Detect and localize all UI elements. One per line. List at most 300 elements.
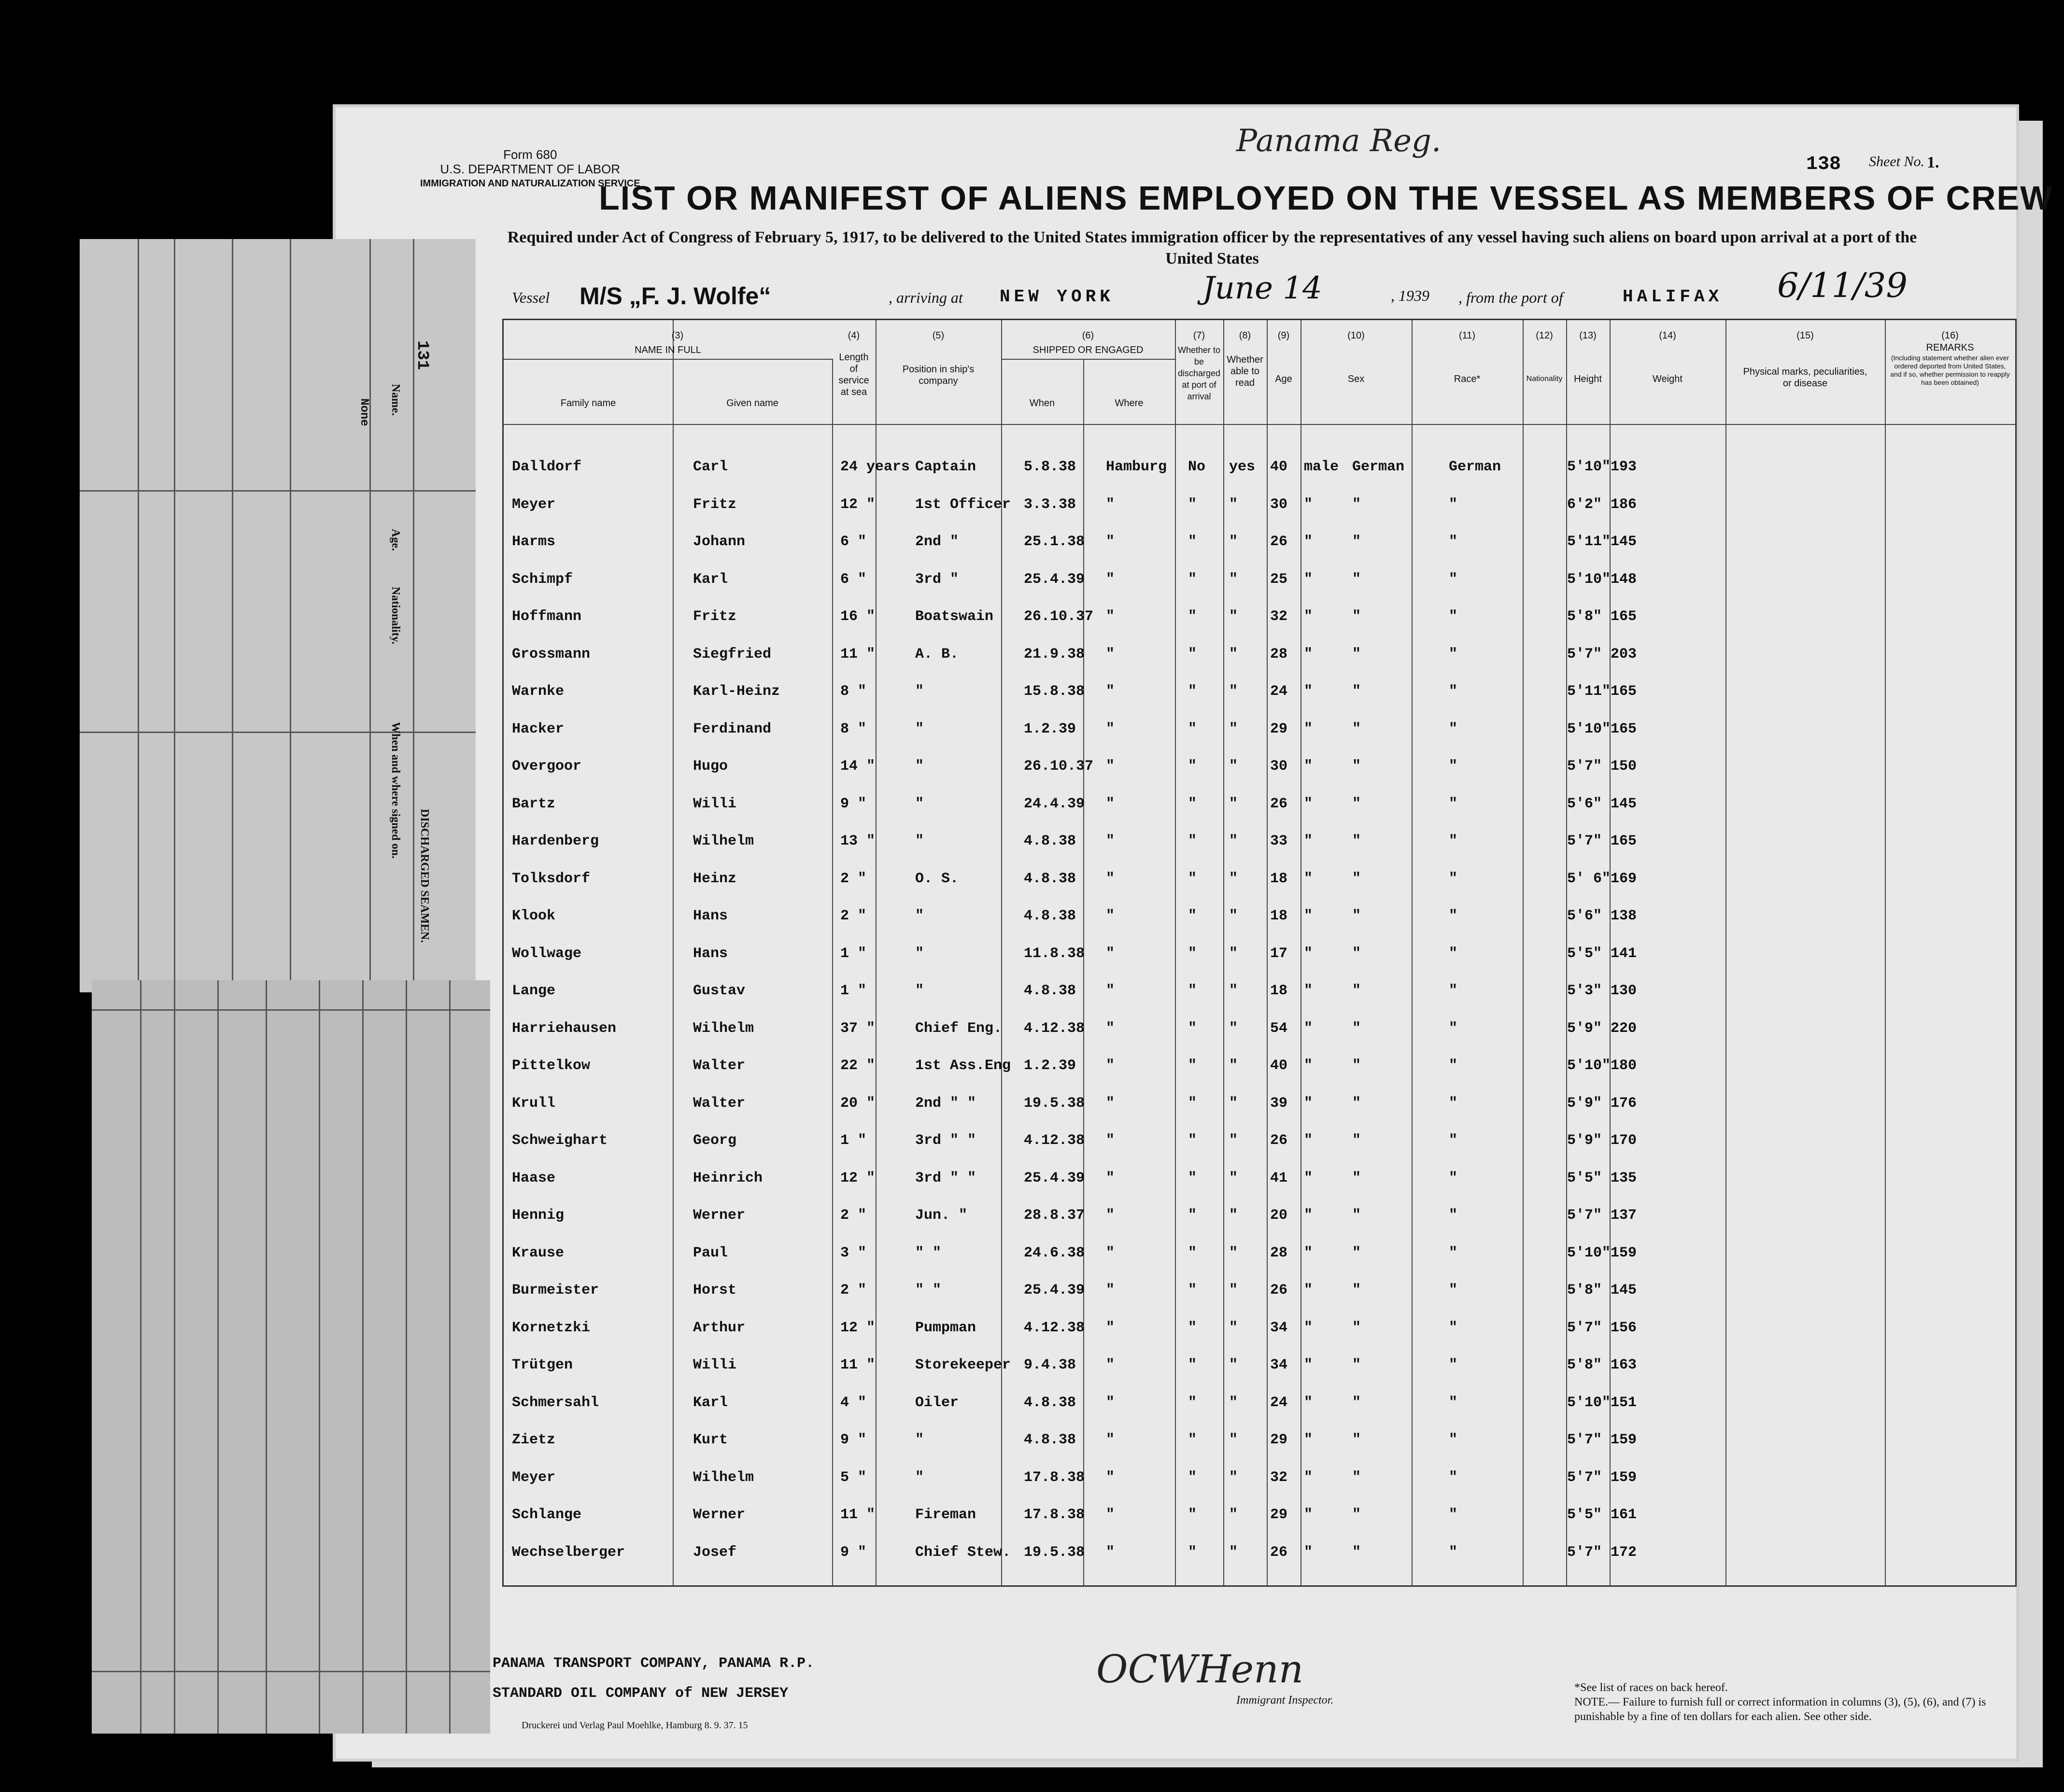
cell-weight: 203 — [1611, 646, 1637, 663]
cell-weight: 159 — [1611, 1432, 1637, 1448]
cell-position: Chief Eng. — [915, 1020, 1003, 1037]
cell-weight: 145 — [1611, 534, 1637, 550]
cell-height: 5'7" — [1567, 646, 1602, 663]
col-7-no: (7) — [1193, 330, 1205, 341]
cell-age: 32 — [1270, 608, 1288, 625]
cell-family: Meyer — [512, 1469, 556, 1486]
cell-position: 3rd " " — [915, 1170, 976, 1186]
cell-service: 2 " — [840, 870, 867, 887]
col-service-header: Length of service at sea — [838, 352, 869, 397]
col-3-no: (3) — [671, 330, 684, 341]
cell-discharged: " — [1188, 1394, 1197, 1411]
cell-service: 1 " — [840, 1132, 867, 1149]
cell-position: " — [915, 945, 924, 962]
cell-discharged: " — [1188, 908, 1197, 924]
cell-sex: " — [1304, 1357, 1313, 1373]
cell-weight: 159 — [1611, 1469, 1637, 1486]
cell-age: 34 — [1270, 1319, 1288, 1336]
cell-family: Tolksdorf — [512, 870, 591, 887]
cell-weight: 130 — [1611, 983, 1637, 999]
cell-age: 40 — [1270, 1058, 1288, 1074]
cell-race: " — [1352, 1394, 1361, 1411]
cell-where: " — [1106, 1319, 1115, 1336]
col-11-no: (11) — [1458, 330, 1476, 341]
cell-race: " — [1352, 1319, 1361, 1336]
cell-where: " — [1106, 646, 1115, 663]
cell-age: 26 — [1270, 1282, 1288, 1298]
cell-family: Zietz — [512, 1432, 556, 1448]
cell-weight: 180 — [1611, 1058, 1637, 1074]
cell-nationality: " — [1449, 1507, 1458, 1523]
cell-sex: male — [1304, 459, 1339, 475]
cell-position: 2nd " " — [915, 1095, 976, 1112]
cell-discharged: " — [1188, 1244, 1197, 1261]
cell-read: " — [1229, 1432, 1238, 1448]
cell-sex: " — [1304, 1058, 1313, 1074]
col-given-header: Given name — [726, 398, 778, 409]
cell-age: 18 — [1270, 870, 1288, 887]
cell-given: Hugo — [693, 758, 728, 775]
cell-height: 5'6" — [1567, 795, 1602, 812]
cell-nationality: " — [1449, 1469, 1458, 1486]
cell-where: " — [1106, 1432, 1115, 1448]
cell-nationality: " — [1449, 1544, 1458, 1561]
cell-age: 28 — [1270, 646, 1288, 663]
cell-race: " — [1352, 720, 1361, 737]
cell-position: O. S. — [915, 870, 959, 887]
cell-sex: " — [1304, 1319, 1313, 1336]
cell-when: 25.4.39 — [1024, 1170, 1085, 1186]
cell-nationality: " — [1449, 720, 1458, 737]
cell-given: Ferdinand — [693, 720, 772, 737]
cell-when: 4.12.38 — [1024, 1020, 1085, 1037]
cell-given: Georg — [693, 1132, 737, 1149]
col-remarks-sub: (Including statement whether alien ever ordered deported from United States, and if so, whether permission to reapply has been obtained) — [1890, 354, 2010, 386]
cell-nationality: " — [1449, 1282, 1458, 1298]
slip-nationality-label: Nationality. — [389, 587, 402, 645]
cell-weight: 176 — [1611, 1095, 1637, 1112]
cell-service: 13 " — [840, 833, 876, 849]
cell-height: 6'2" — [1567, 496, 1602, 513]
cell-weight: 165 — [1611, 720, 1637, 737]
cell-height: 5'10" — [1567, 720, 1611, 737]
cell-service: 2 " — [840, 908, 867, 924]
cell-race: " — [1352, 1507, 1361, 1523]
cell-height: 5'7" — [1567, 758, 1602, 775]
arriving-port: NEW YORK — [1000, 287, 1114, 307]
cell-discharged: " — [1188, 758, 1197, 775]
cell-sex: " — [1304, 1132, 1313, 1149]
cell-read: " — [1229, 608, 1238, 625]
cell-sex: " — [1304, 608, 1313, 625]
cell-nationality: " — [1449, 983, 1458, 999]
col-physical-header: Physical marks, peculiarities, or disease — [1743, 367, 1867, 389]
col-age-header: Age — [1275, 374, 1292, 384]
cell-nationality: " — [1449, 1095, 1458, 1112]
cell-discharged: " — [1188, 833, 1197, 849]
cell-given: Hans — [693, 908, 728, 924]
cell-family: Krause — [512, 1244, 565, 1261]
cell-nationality: " — [1449, 1394, 1458, 1411]
cell-race: " — [1352, 1058, 1361, 1074]
voyage-row — [512, 266, 1912, 314]
page-number: 138 — [1806, 154, 1841, 175]
cell-discharged: " — [1188, 1469, 1197, 1486]
cell-position: 2nd " — [915, 534, 959, 550]
cell-given: Gustav — [693, 983, 746, 999]
cell-family: Dalldorf — [512, 459, 582, 475]
cell-when: 11.8.38 — [1024, 945, 1085, 962]
cell-discharged: " — [1188, 983, 1197, 999]
cell-family: Trütgen — [512, 1357, 573, 1373]
cell-nationality: " — [1449, 1244, 1458, 1261]
cell-position: " — [915, 983, 924, 999]
cell-height: 5'5" — [1567, 1507, 1602, 1523]
cell-weight: 172 — [1611, 1544, 1637, 1561]
handwritten-registry: Panama Reg. — [1236, 123, 1442, 159]
cell-discharged: " — [1188, 1170, 1197, 1186]
cell-where: " — [1106, 870, 1115, 887]
sheet-label: Sheet No. — [1869, 154, 1924, 169]
cell-position: Jun. " — [915, 1207, 968, 1224]
cell-read: " — [1229, 1394, 1238, 1411]
cell-family: Warnke — [512, 683, 565, 700]
cell-sex: " — [1304, 1095, 1313, 1112]
cell-sex: " — [1304, 1469, 1313, 1486]
cell-read: " — [1229, 1282, 1238, 1298]
cell-service: 9 " — [840, 1544, 867, 1561]
cell-given: Walter — [693, 1095, 746, 1112]
cell-race: " — [1352, 795, 1361, 812]
cell-read: " — [1229, 1244, 1238, 1261]
cell-discharged: " — [1188, 683, 1197, 700]
slip-name-label: Name. — [389, 384, 402, 416]
cell-where: " — [1106, 983, 1115, 999]
cell-height: 5'9" — [1567, 1132, 1602, 1149]
cell-family: Schmersahl — [512, 1394, 599, 1411]
col-15-no: (15) — [1796, 330, 1814, 341]
cell-given: Willi — [693, 795, 737, 812]
cell-age: 26 — [1270, 1544, 1288, 1561]
col-9-no: (9) — [1277, 330, 1290, 341]
cell-sex: " — [1304, 646, 1313, 663]
cell-where: " — [1106, 1170, 1115, 1186]
cell-when: 17.8.38 — [1024, 1507, 1085, 1523]
col-5-no: (5) — [932, 330, 945, 341]
cell-age: 18 — [1270, 908, 1288, 924]
cell-when: 4.8.38 — [1024, 1394, 1076, 1411]
cell-nationality: " — [1449, 795, 1458, 812]
cell-height: 5'3" — [1567, 983, 1602, 999]
cell-service: 20 " — [840, 1095, 876, 1112]
discharged-seamen-slip-bottom — [92, 980, 490, 1734]
cell-where: " — [1106, 534, 1115, 550]
cell-where: " — [1106, 496, 1115, 513]
cell-race: " — [1352, 1095, 1361, 1112]
cell-height: 5'10" — [1567, 1058, 1611, 1074]
cell-family: Hoffmann — [512, 608, 582, 625]
cell-given: Wilhelm — [693, 1020, 754, 1037]
cell-family: Hacker — [512, 720, 565, 737]
cell-read: " — [1229, 758, 1238, 775]
vessel-name: M/S „F. J. Wolfe“ — [580, 282, 771, 310]
cell-discharged: " — [1188, 496, 1197, 513]
cell-given: Karl — [693, 1394, 728, 1411]
cell-race: " — [1352, 1244, 1361, 1261]
cell-race: " — [1352, 1357, 1361, 1373]
cell-service: 5 " — [840, 1469, 867, 1486]
date-handwritten-2: 6/11/39 — [1777, 266, 1908, 305]
cell-race: " — [1352, 646, 1361, 663]
cell-family: Harriehausen — [512, 1020, 617, 1037]
cell-read: " — [1229, 1507, 1238, 1523]
cell-given: Kurt — [693, 1432, 728, 1448]
cell-discharged: " — [1188, 1282, 1197, 1298]
cell-read: " — [1229, 1170, 1238, 1186]
cell-position: Pumpman — [915, 1319, 976, 1336]
cell-when: 25.1.38 — [1024, 534, 1085, 550]
cell-given: Werner — [693, 1207, 746, 1224]
cell-sex: " — [1304, 833, 1313, 849]
cell-given: Wilhelm — [693, 1469, 754, 1486]
cell-discharged: " — [1188, 608, 1197, 625]
cell-weight: 148 — [1611, 571, 1637, 588]
vessel-label: Vessel — [512, 289, 550, 306]
cell-family: Grossmann — [512, 646, 591, 663]
cell-read: " — [1229, 983, 1238, 999]
cell-read: " — [1229, 1544, 1238, 1561]
col-name-header: NAME IN FULL — [635, 345, 701, 355]
cell-family: Hardenberg — [512, 833, 599, 849]
cell-when: 25.4.39 — [1024, 1282, 1085, 1298]
cell-weight: 161 — [1611, 1507, 1637, 1523]
cell-where: " — [1106, 1207, 1115, 1224]
cell-family: Pittelkow — [512, 1058, 591, 1074]
cell-position: " — [915, 795, 924, 812]
cell-race: " — [1352, 571, 1361, 588]
cell-weight: 220 — [1611, 1020, 1637, 1037]
cell-when: 19.5.38 — [1024, 1544, 1085, 1561]
cell-service: 11 " — [840, 1507, 876, 1523]
cell-family: Harms — [512, 534, 556, 550]
cell-discharged: " — [1188, 1432, 1197, 1448]
cell-age: 41 — [1270, 1170, 1288, 1186]
printer-line: Druckerei und Verlag Paul Moehlke, Hamburg 8. 9. 37. 15 — [522, 1720, 748, 1731]
cell-nationality: " — [1449, 870, 1458, 887]
company-line-2: STANDARD OIL COMPANY of NEW JERSEY — [493, 1685, 789, 1702]
cell-position: Fireman — [915, 1507, 976, 1523]
cell-nationality: " — [1449, 758, 1458, 775]
cell-service: 2 " — [840, 1282, 867, 1298]
cell-service: 9 " — [840, 795, 867, 812]
cell-when: 4.8.38 — [1024, 1432, 1076, 1448]
cell-service: 8 " — [840, 720, 867, 737]
cell-discharged: " — [1188, 534, 1197, 550]
cell-height: 5'9" — [1567, 1020, 1602, 1037]
footnotes — [1574, 1680, 2009, 1724]
cell-sex: " — [1304, 1020, 1313, 1037]
cell-race: " — [1352, 683, 1361, 700]
cell-where: " — [1106, 571, 1115, 588]
cell-given: Arthur — [693, 1319, 746, 1336]
cell-position: " " — [915, 1282, 942, 1298]
cell-nationality: " — [1449, 646, 1458, 663]
cell-read: " — [1229, 1095, 1238, 1112]
cell-sex: " — [1304, 1282, 1313, 1298]
cell-nationality: " — [1449, 1170, 1458, 1186]
department: U.S. DEPARTMENT OF LABOR — [440, 162, 621, 176]
from-label: , from the port of — [1458, 289, 1563, 306]
cell-when: 4.8.38 — [1024, 983, 1076, 999]
cell-age: 24 — [1270, 683, 1288, 700]
form-number: Form 680 — [503, 147, 557, 162]
cell-family: Bartz — [512, 795, 556, 812]
cell-where: Hamburg — [1106, 459, 1167, 475]
cell-read: " — [1229, 870, 1238, 887]
cell-position: " — [915, 908, 924, 924]
cell-service: 1 " — [840, 983, 867, 999]
col-family-header: Family name — [560, 398, 616, 409]
cell-height: 5'7" — [1567, 833, 1602, 849]
cell-where: " — [1106, 720, 1115, 737]
cell-nationality: " — [1449, 571, 1458, 588]
cell-sex: " — [1304, 983, 1313, 999]
cell-discharged: " — [1188, 1544, 1197, 1561]
discharged-seamen-slip-top — [80, 239, 476, 992]
cell-family: Klook — [512, 908, 556, 924]
cell-when: 24.6.38 — [1024, 1244, 1085, 1261]
cell-read: " — [1229, 1132, 1238, 1149]
cell-read: " — [1229, 1020, 1238, 1037]
cell-height: 5'5" — [1567, 1170, 1602, 1186]
cell-discharged: " — [1188, 1507, 1197, 1523]
cell-race: " — [1352, 1469, 1361, 1486]
cell-discharged: " — [1188, 1207, 1197, 1224]
col-read-header: Whether able to read — [1227, 354, 1263, 388]
cell-given: Fritz — [693, 608, 737, 625]
cell-nationality: " — [1449, 1058, 1458, 1074]
cell-sex: " — [1304, 683, 1313, 700]
cell-sex: " — [1304, 1244, 1313, 1261]
cell-sex: " — [1304, 908, 1313, 924]
cell-weight: 165 — [1611, 683, 1637, 700]
cell-given: Heinz — [693, 870, 737, 887]
cell-where: " — [1106, 1544, 1115, 1561]
cell-service: 4 " — [840, 1394, 867, 1411]
cell-age: 54 — [1270, 1020, 1288, 1037]
cell-where: " — [1106, 795, 1115, 812]
cell-weight: 186 — [1611, 496, 1637, 513]
cell-family: Overgoor — [512, 758, 582, 775]
cell-service: 11 " — [840, 1357, 876, 1373]
cell-where: " — [1106, 1244, 1115, 1261]
cell-nationality: " — [1449, 1432, 1458, 1448]
cell-family: Meyer — [512, 496, 556, 513]
cell-nationality: " — [1449, 1207, 1458, 1224]
col-when-header: When — [1029, 398, 1055, 409]
footnote-races: *See list of races on back hereof. — [1574, 1681, 1728, 1694]
cell-nationality: " — [1449, 1357, 1458, 1373]
cell-where: " — [1106, 1507, 1115, 1523]
cell-family: Haase — [512, 1170, 556, 1186]
cell-race: " — [1352, 1020, 1361, 1037]
col-shipped-header: SHIPPED OR ENGAGED — [1032, 345, 1144, 355]
cell-when: 21.9.38 — [1024, 646, 1085, 663]
col-4-no: (4) — [848, 330, 860, 341]
cell-where: " — [1106, 758, 1115, 775]
cell-family: Burmeister — [512, 1282, 599, 1298]
cell-race: " — [1352, 1207, 1361, 1224]
cell-height: 5'10" — [1567, 1244, 1611, 1261]
cell-discharged: No — [1188, 459, 1206, 475]
sheet-value: 1. — [1927, 154, 1939, 171]
cell-age: 33 — [1270, 833, 1288, 849]
cell-when: 26.10.37 — [1024, 608, 1094, 625]
cell-discharged: " — [1188, 1319, 1197, 1336]
cell-height: 5'7" — [1567, 1207, 1602, 1224]
cell-service: 1 " — [840, 945, 867, 962]
cell-race: " — [1352, 1282, 1361, 1298]
cell-where: " — [1106, 1020, 1115, 1037]
cell-age: 29 — [1270, 1507, 1288, 1523]
cell-sex: " — [1304, 945, 1313, 962]
cell-read: " — [1229, 1469, 1238, 1486]
cell-where: " — [1106, 908, 1115, 924]
cell-when: 4.12.38 — [1024, 1132, 1085, 1149]
cell-where: " — [1106, 1282, 1115, 1298]
cell-read: " — [1229, 1357, 1238, 1373]
cell-weight: 165 — [1611, 833, 1637, 849]
cell-position: Storekeeper — [915, 1357, 1011, 1373]
cell-weight: 159 — [1611, 1244, 1637, 1261]
cell-discharged: " — [1188, 1020, 1197, 1037]
slip-when-label: When and where signed on. — [389, 722, 402, 859]
cell-age: 28 — [1270, 1244, 1288, 1261]
cell-read: " — [1229, 534, 1238, 550]
col-10-no: (10) — [1347, 330, 1365, 341]
cell-age: 40 — [1270, 459, 1288, 475]
cell-age: 26 — [1270, 795, 1288, 812]
footnote-penalty: NOTE.— Failure to furnish full or correct information in columns (3), (5), (6), and (7) is punishable by a fine of ten dollars for each alien. See other side. — [1574, 1696, 1986, 1723]
cell-height: 5'8" — [1567, 1357, 1602, 1373]
cell-height: 5'6" — [1567, 908, 1602, 924]
cell-service: 12 " — [840, 1170, 876, 1186]
cell-service: 2 " — [840, 1207, 867, 1224]
cell-discharged: " — [1188, 870, 1197, 887]
cell-service: 22 " — [840, 1058, 876, 1074]
cell-given: Heinrich — [693, 1170, 763, 1186]
cell-age: 29 — [1270, 1432, 1288, 1448]
slip-age-label: Age. — [389, 529, 402, 551]
cell-position: " — [915, 833, 924, 849]
slip-title: DISCHARGED SEAMEN. — [418, 809, 431, 943]
cell-nationality: German — [1449, 459, 1501, 475]
cell-family: Schimpf — [512, 571, 573, 588]
cell-sex: " — [1304, 720, 1313, 737]
cell-discharged: " — [1188, 720, 1197, 737]
cell-position: Captain — [915, 459, 976, 475]
cell-race: " — [1352, 608, 1361, 625]
cell-read: " — [1229, 571, 1238, 588]
cell-race: " — [1352, 534, 1361, 550]
cell-service: 6 " — [840, 534, 867, 550]
cell-weight: 145 — [1611, 795, 1637, 812]
cell-when: 26.10.37 — [1024, 758, 1094, 775]
cell-position: " — [915, 720, 924, 737]
cell-when: 1.2.39 — [1024, 720, 1076, 737]
cell-when: 17.8.38 — [1024, 1469, 1085, 1486]
cell-position: Oiler — [915, 1394, 959, 1411]
